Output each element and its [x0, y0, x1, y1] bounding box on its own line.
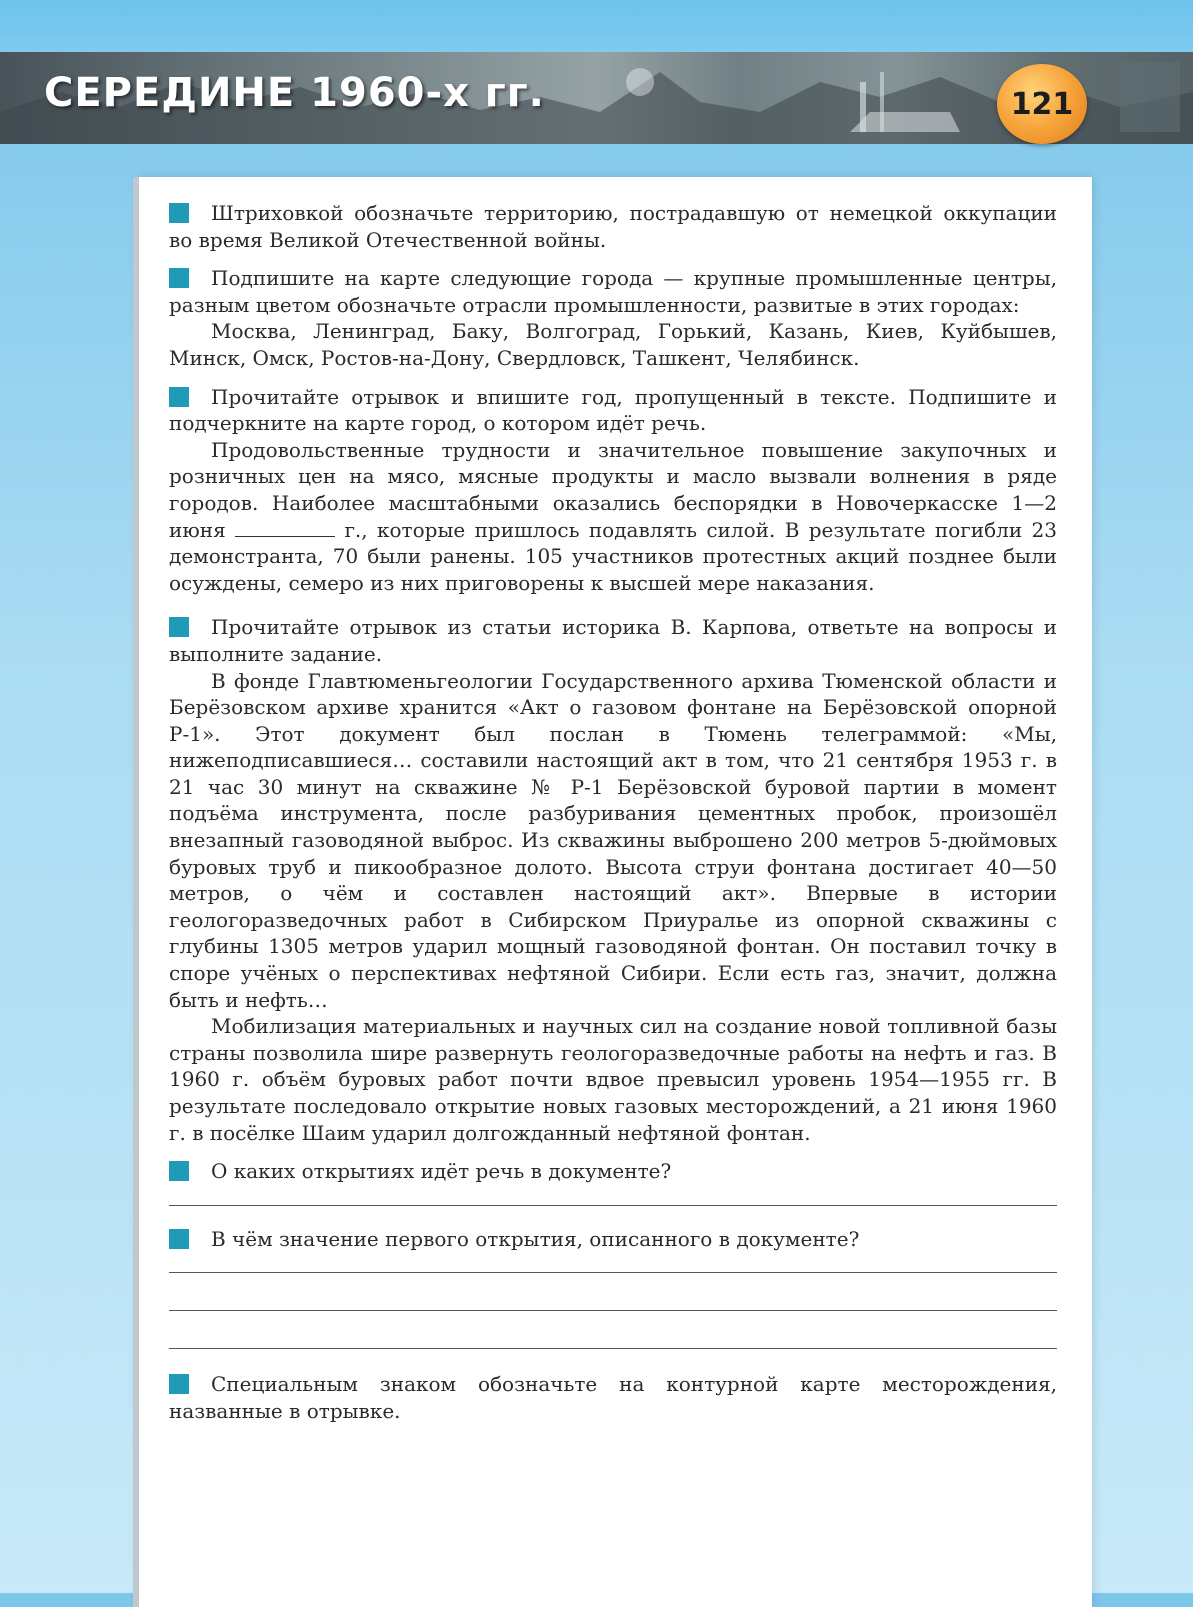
task-marker-icon: [169, 1374, 189, 1394]
task-marker-icon: [169, 617, 189, 637]
page-title: СЕРЕДИНЕ 1960-х гг.: [44, 70, 545, 116]
task-text: О каких открытиях идёт речь в документе?: [211, 1159, 672, 1184]
year-blank-field[interactable]: [235, 518, 335, 537]
excerpt-after-blank: г., которые пришлось подавлять силой. В результате погибли 23 демонстранта, 70 были ранены. 105 участников протестных акций позднее были осуждены, семеро из них приговорены к высшей мере наказания.: [169, 517, 1057, 595]
task-marker-icon: [169, 1161, 189, 1181]
city-list: Москва, Ленинград, Баку, Волгоград, Горький, Казань, Киев, Куйбышев, Минск, Омск, Ростов-на-Дону, Свердловск, Ташкент, Челябинск.: [169, 319, 1057, 370]
task-marker-icon: [169, 203, 189, 223]
task-novocherkassk: [169, 384, 1057, 437]
worksheet-content: [169, 200, 1057, 1425]
top-band: [0, 0, 1193, 52]
task-text: В чём значение первого открытия, описанного в документе?: [211, 1226, 860, 1251]
task-marker-icon: [169, 387, 189, 407]
task-text: Штриховкой обозначьте территорию, пострадавшую от немецкой оккупации во время Великой Отечественной войны.: [169, 201, 1057, 252]
task-map-deposits: [169, 1371, 1057, 1424]
excerpt-novocherkassk: [169, 437, 1057, 597]
task-industrial-cities: [169, 265, 1057, 318]
excerpt-gas-fountain: В фонде Главтюменьгеологии Государственного архива Тюменской области и Берёзовском архиве хранится «Акт о газовом фонтане на Берёзовской опорной Р-1». Этот документ был послан в Тюмень телеграммой: «Мы, нижеподписавшиеся… составили настоящий акт в том, что 21 сентября 1953 г. в 21 час 30 минут на скважине № Р-1 Берёзовской буровой партии в момент подъёма инструмента, после разбуривания цементных пробок, произошёл внезапный газоводяной выброс. Из скважины выброшено 200 метров 5-дюймовых буровых труб и пикообразное долото. Высота струи фонтана достигает 40—50 метров, о чём и составлен настоящий акт». Впервые в истории геологоразведочных работ в Сибирском Приуралье из опорной скважины с глубины 1305 метров ударил мощный газоводяной фонтан. Он поставил точку в споре учёных о перспективах нефтяной Сибири. Если есть газ, значит, должна быть и нефть…: [169, 668, 1057, 1012]
page-number-badge: 121: [997, 64, 1087, 144]
task-marker-icon: [169, 1229, 189, 1249]
task-text: Прочитайте отрывок и впишите год, пропущенный в тексте. Подпишите и подчеркните на карте город, о котором идёт речь.: [169, 384, 1057, 436]
task-marker-icon: [169, 268, 189, 288]
task-karpov-article: [169, 614, 1057, 667]
excerpt-before-blank: Продовольственные трудности и значительное повышение закупочных и розничных цен на мясо, мясные продукты и масло вызвали волнения в ряде городов. Наиболее масштабными оказались беспорядки в Новочеркасске 1—2 июня: [169, 437, 1057, 542]
question-significance: [169, 1226, 1057, 1253]
question-discoveries: [169, 1158, 1057, 1185]
task-text: Прочитайте отрывок из статьи историка В. Карпова, ответьте на вопросы и выполните задание.: [169, 615, 1057, 666]
excerpt-oil-fountain: Мобилизация материальных и научных сил на создание новой топливной базы страны позволила шире развернуть геологоразведочные работы на нефть и газ. В 1960 г. объём буровых работ почти вдвое превысил уровень 1954—1955 гг. В результате последовало открытие новых газовых месторождений, а 21 июня 1960 г. в посёлке Шаим ударил долгожданный нефтяной фонтан.: [169, 1014, 1057, 1145]
task-occupation: [169, 200, 1057, 253]
task-text: Подпишите на карте следующие города — крупные промышленные центры, разным цветом обозначьте отрасли промышленности, развитые в этих городах:: [169, 266, 1057, 317]
task-text: Специальным знаком обозначьте на контурной карте месторождения, названные в отрывке.: [169, 1372, 1057, 1423]
